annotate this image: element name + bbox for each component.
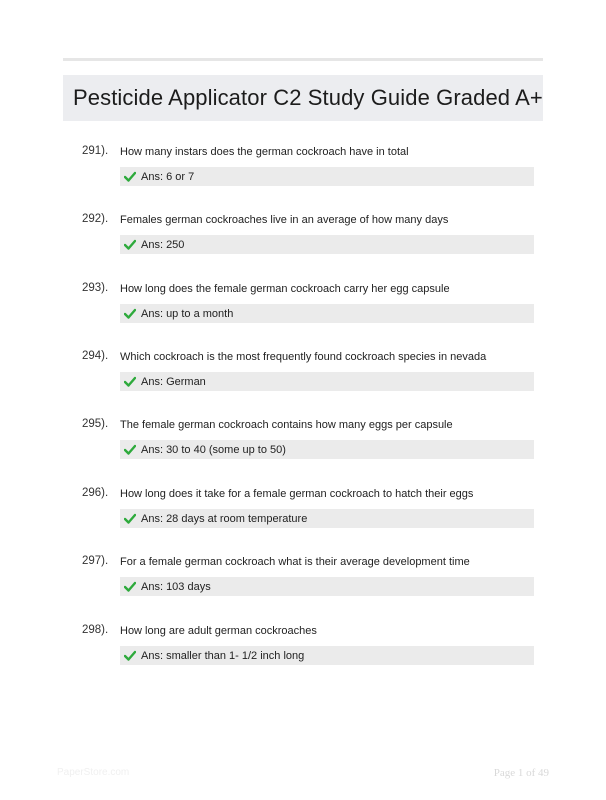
question-number: 292).: [82, 213, 109, 225]
question-text: How many instars does the german cockroach have in total: [120, 146, 409, 158]
answer-box: [120, 235, 534, 254]
question-item: [0, 487, 606, 547]
top-divider: [63, 58, 543, 61]
answer-box: [120, 304, 534, 323]
question-text: How long does the female german cockroach carry her egg capsule: [120, 283, 450, 295]
check-icon: [124, 308, 136, 319]
question-text: The female german cockroach contains how many eggs per capsule: [120, 419, 453, 431]
question-text: How long are adult german cockroaches: [120, 625, 317, 637]
answer-box: [120, 509, 534, 528]
question-item: [0, 624, 606, 684]
question-text: Which cockroach is the most frequently found cockroach species in nevada: [120, 351, 487, 363]
answer-text: Ans: 28 days at room temperature: [141, 512, 308, 525]
answer-box: [120, 167, 534, 186]
question-item: [0, 418, 606, 478]
question-item: [0, 282, 606, 342]
question-number: 297).: [82, 555, 109, 567]
answer-text: Ans: up to a month: [141, 307, 234, 320]
answer-text: Ans: 30 to 40 (some up to 50): [141, 443, 286, 456]
answer-box: [120, 577, 534, 596]
question-number: 291).: [82, 145, 109, 157]
question-text: How long does it take for a female german cockroach to hatch their eggs: [120, 488, 474, 500]
answer-text: Ans: 103 days: [141, 580, 211, 593]
answer-box: [120, 372, 534, 391]
question-text: For a female german cockroach what is their average development time: [120, 556, 470, 568]
answer-text: Ans: 250: [141, 238, 185, 251]
check-icon: [124, 650, 136, 661]
answer-box: [120, 440, 534, 459]
check-icon: [124, 239, 136, 250]
answer-box: [120, 646, 534, 665]
question-number: 293).: [82, 282, 109, 294]
footer-watermark: PaperStore.com: [57, 767, 130, 778]
question-number: 296).: [82, 487, 109, 499]
question-text: Females german cockroaches live in an average of how many days: [120, 214, 449, 226]
check-icon: [124, 444, 136, 455]
answer-text: Ans: German: [141, 375, 206, 388]
question-item: [0, 350, 606, 410]
question-number: 294).: [82, 350, 109, 362]
check-icon: [124, 513, 136, 524]
title-banner: [63, 75, 543, 121]
question-item: [0, 213, 606, 273]
question-number: 295).: [82, 418, 109, 430]
page-title: Pesticide Applicator C2 Study Guide Graded A+: [73, 85, 543, 110]
answer-text: Ans: smaller than 1- 1/2 inch long: [141, 649, 305, 662]
page-indicator: Page 1 of 49: [493, 767, 549, 779]
question-item: [0, 555, 606, 615]
question-item: [0, 145, 606, 205]
answer-text: Ans: 6 or 7: [141, 170, 195, 183]
check-icon: [124, 376, 136, 387]
check-icon: [124, 171, 136, 182]
check-icon: [124, 581, 136, 592]
question-number: 298).: [82, 624, 109, 636]
